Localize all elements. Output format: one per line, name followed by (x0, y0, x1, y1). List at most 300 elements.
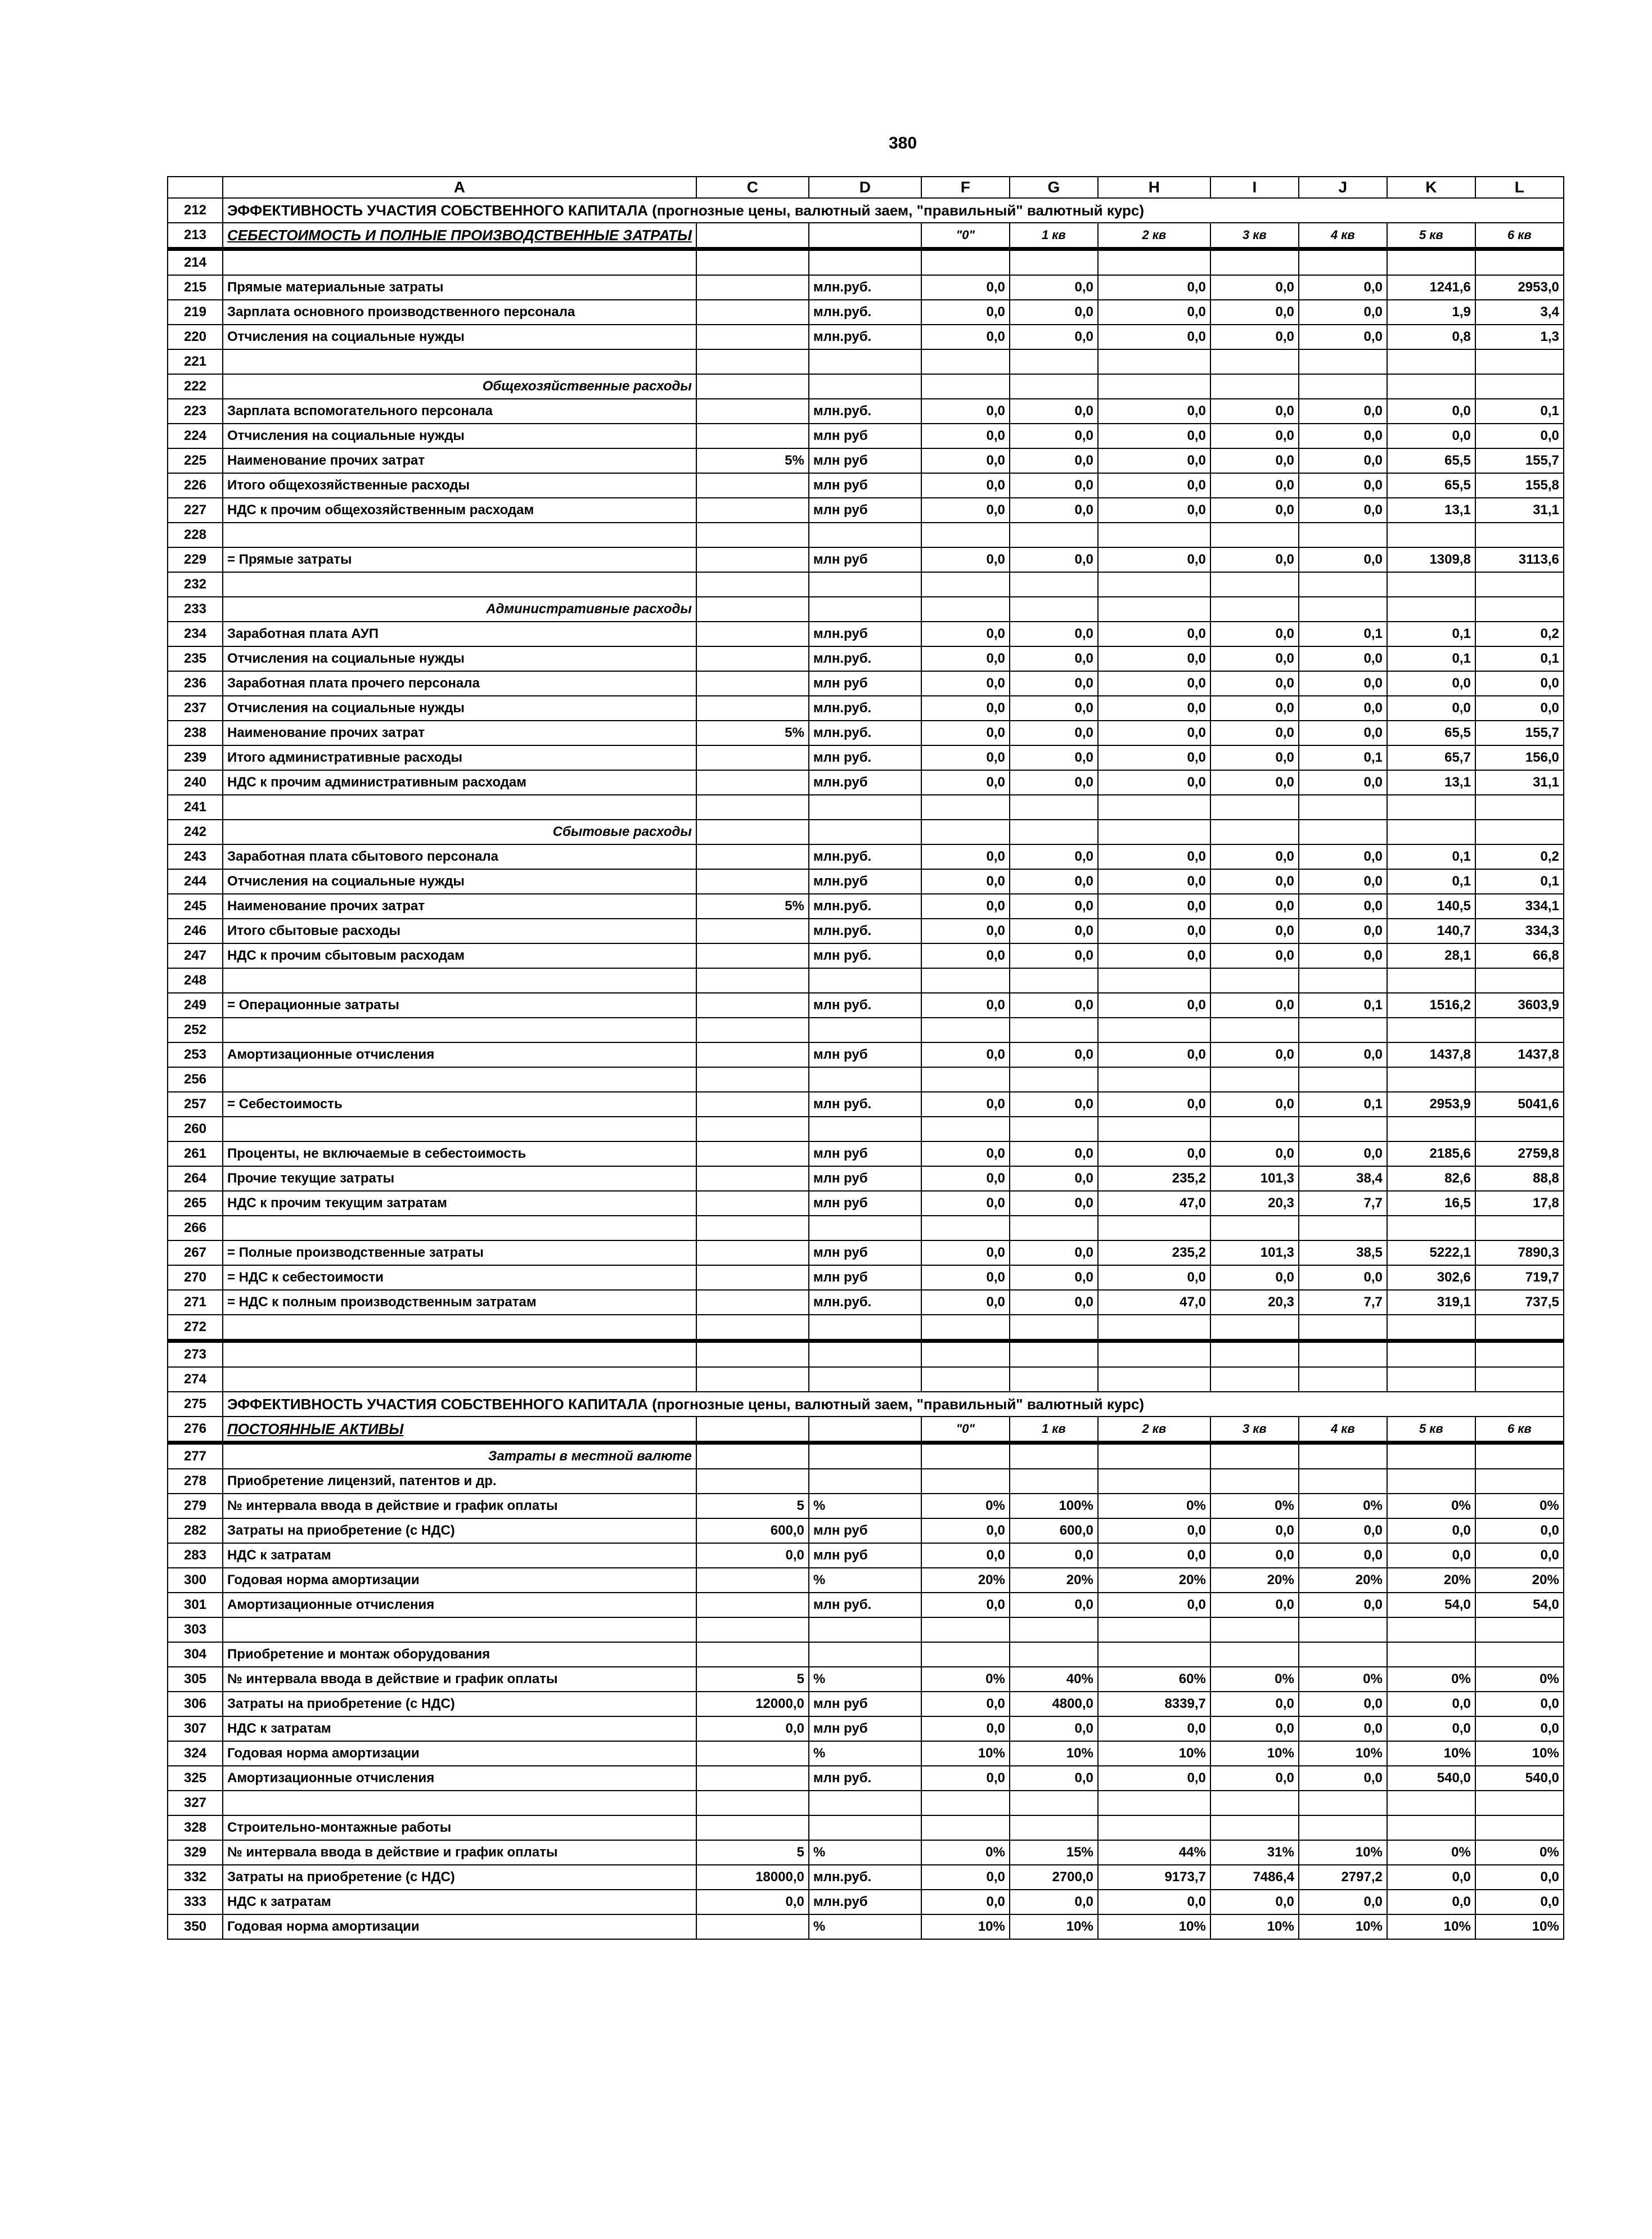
cell-f[interactable]: 0,0 (921, 894, 1010, 919)
empty-cell[interactable] (1299, 1443, 1387, 1469)
cell-l[interactable] (1475, 1815, 1564, 1840)
cell-f[interactable]: 0,0 (921, 943, 1010, 968)
row-label[interactable]: Зарплата вспомогательного персонала (223, 399, 696, 424)
empty-cell[interactable] (1010, 349, 1098, 374)
cell-k[interactable]: 10% (1387, 1914, 1475, 1939)
empty-cell[interactable] (1210, 1216, 1299, 1240)
row-label[interactable]: Зарплата основного производственного персонала (223, 300, 696, 325)
cell-i[interactable]: 0,0 (1210, 1716, 1299, 1741)
cell-g[interactable]: 0,0 (1010, 869, 1098, 894)
cell-f[interactable]: 0,0 (921, 473, 1010, 498)
empty-cell[interactable] (1299, 1067, 1387, 1092)
cell-h[interactable]: 0,0 (1098, 1766, 1210, 1791)
cell-parameter[interactable] (696, 993, 809, 1018)
cell-l[interactable]: 31,1 (1475, 770, 1564, 795)
cell-a[interactable] (223, 1617, 696, 1642)
cell-i[interactable]: 0,0 (1210, 498, 1299, 523)
empty-cell[interactable] (921, 1067, 1010, 1092)
empty-cell[interactable] (1098, 572, 1210, 597)
cell-f[interactable]: 20% (921, 1568, 1010, 1593)
cell-h[interactable]: 0,0 (1098, 919, 1210, 943)
row-label[interactable]: = НДС к полным производственным затратам (223, 1290, 696, 1315)
cell-g[interactable] (1010, 1815, 1098, 1840)
empty-cell[interactable] (1475, 1216, 1564, 1240)
cell-unit[interactable]: млн.руб. (809, 275, 921, 300)
row-label[interactable]: Заработная плата прочего персонала (223, 671, 696, 696)
empty-cell[interactable] (1299, 968, 1387, 993)
cell-l[interactable]: 0,0 (1475, 1518, 1564, 1543)
row-label[interactable]: = Прямые затраты (223, 547, 696, 572)
cell-g[interactable]: 0,0 (1010, 696, 1098, 721)
cell-unit[interactable]: % (809, 1667, 921, 1692)
empty-cell[interactable] (1098, 1443, 1210, 1469)
cell-j[interactable]: 0,0 (1299, 325, 1387, 349)
empty-cell[interactable] (1387, 572, 1475, 597)
row-label[interactable]: Затраты на приобретение (с НДС) (223, 1692, 696, 1716)
cell-h[interactable]: 0,0 (1098, 547, 1210, 572)
cell-a[interactable] (223, 1216, 696, 1240)
cell-f[interactable]: 0,0 (921, 1518, 1010, 1543)
empty-cell[interactable] (1210, 1018, 1299, 1042)
cell-a[interactable] (223, 1341, 696, 1368)
cell-h[interactable]: 0,0 (1098, 498, 1210, 523)
cell-l[interactable]: 0% (1475, 1494, 1564, 1518)
cell-unit[interactable]: млн.руб (809, 869, 921, 894)
cell-k[interactable]: 1437,8 (1387, 1042, 1475, 1067)
cell-f[interactable]: "0" (921, 1417, 1010, 1443)
cell-g[interactable]: 0,0 (1010, 473, 1098, 498)
cell-f[interactable]: 0,0 (921, 1240, 1010, 1265)
cell-i[interactable]: 0% (1210, 1494, 1299, 1518)
cell-h[interactable]: 0,0 (1098, 448, 1210, 473)
cell-parameter[interactable] (696, 1568, 809, 1593)
cell-j[interactable]: 0,0 (1299, 275, 1387, 300)
cell-j[interactable]: 0,0 (1299, 943, 1387, 968)
cell-j[interactable]: 0,0 (1299, 1593, 1387, 1617)
column-header-j[interactable]: J (1299, 177, 1387, 198)
cell-k[interactable]: 1,9 (1387, 300, 1475, 325)
empty-cell[interactable] (1387, 249, 1475, 276)
cell-j[interactable]: 0,1 (1299, 993, 1387, 1018)
cell-g[interactable]: 1 кв (1010, 223, 1098, 249)
empty-cell[interactable] (1098, 1341, 1210, 1368)
empty-cell[interactable] (1299, 820, 1387, 844)
empty-cell[interactable] (921, 795, 1010, 820)
cell-f[interactable]: 0,0 (921, 399, 1010, 424)
cell-parameter[interactable] (696, 325, 809, 349)
cell-k[interactable]: 0,8 (1387, 325, 1475, 349)
cell-h[interactable]: 0,0 (1098, 721, 1210, 745)
cell-h[interactable]: 0,0 (1098, 844, 1210, 869)
empty-cell[interactable] (1387, 795, 1475, 820)
cell-i[interactable]: 0,0 (1210, 696, 1299, 721)
cell-g[interactable]: 15% (1010, 1840, 1098, 1865)
cell-f[interactable]: 0,0 (921, 1716, 1010, 1741)
cell-f[interactable]: 0% (921, 1667, 1010, 1692)
cell-j[interactable]: 10% (1299, 1840, 1387, 1865)
cell-a[interactable] (223, 249, 696, 276)
cell-l[interactable]: 0,1 (1475, 399, 1564, 424)
cell-unit[interactable]: млн руб (809, 1240, 921, 1265)
cell-k[interactable]: 0,1 (1387, 646, 1475, 671)
cell-j[interactable]: 38,5 (1299, 1240, 1387, 1265)
cell-parameter[interactable] (696, 275, 809, 300)
empty-cell[interactable] (1098, 1367, 1210, 1392)
cell-l[interactable]: 0,0 (1475, 696, 1564, 721)
cell-g[interactable]: 0,0 (1010, 1191, 1098, 1216)
empty-cell[interactable] (1475, 349, 1564, 374)
cell-l[interactable]: 0,2 (1475, 622, 1564, 646)
empty-cell[interactable] (696, 1117, 809, 1141)
empty-cell[interactable] (1299, 249, 1387, 276)
empty-cell[interactable] (1010, 1617, 1098, 1642)
cell-k[interactable]: 16,5 (1387, 1191, 1475, 1216)
cell-f[interactable]: 0,0 (921, 547, 1010, 572)
cell-parameter[interactable] (696, 1092, 809, 1117)
section-title[interactable]: ЭФФЕКТИВНОСТЬ УЧАСТИЯ СОБСТВЕННОГО КАПИТАЛА (прогнозные цены, валютный заем, "правильный" валютный курс) (223, 198, 1564, 223)
cell-l[interactable]: 0% (1475, 1667, 1564, 1692)
empty-cell[interactable] (809, 1791, 921, 1815)
cell-j[interactable]: 0,0 (1299, 1518, 1387, 1543)
empty-cell[interactable] (696, 523, 809, 547)
cell-i[interactable]: 101,3 (1210, 1240, 1299, 1265)
empty-cell[interactable] (809, 795, 921, 820)
empty-cell[interactable] (1387, 1443, 1475, 1469)
cell-k[interactable]: 82,6 (1387, 1166, 1475, 1191)
cell-h[interactable]: 0,0 (1098, 993, 1210, 1018)
empty-cell[interactable] (1010, 1367, 1098, 1392)
cell-i[interactable]: 20,3 (1210, 1290, 1299, 1315)
cell-parameter[interactable] (696, 1815, 809, 1840)
cell-g[interactable]: 100% (1010, 1494, 1098, 1518)
empty-cell[interactable] (1210, 1067, 1299, 1092)
empty-cell[interactable] (696, 572, 809, 597)
cell-l[interactable]: 3603,9 (1475, 993, 1564, 1018)
cell-l[interactable]: 88,8 (1475, 1166, 1564, 1191)
cell-f[interactable]: 0% (921, 1494, 1010, 1518)
cell-i[interactable] (1210, 1815, 1299, 1840)
cell-f[interactable]: 0,0 (921, 869, 1010, 894)
cell-g[interactable]: 0,0 (1010, 894, 1098, 919)
cell-k[interactable]: 0,0 (1387, 1865, 1475, 1890)
cell-j[interactable]: 7,7 (1299, 1290, 1387, 1315)
cell-unit[interactable]: % (809, 1741, 921, 1766)
empty-cell[interactable] (1475, 1018, 1564, 1042)
row-label[interactable]: Строительно-монтажные работы (223, 1815, 696, 1840)
row-label[interactable]: Приобретение лицензий, патентов и др. (223, 1469, 696, 1494)
row-label[interactable]: Итого общехозяйственные расходы (223, 473, 696, 498)
cell-l[interactable]: 10% (1475, 1914, 1564, 1939)
cell-unit[interactable]: млн.руб. (809, 1865, 921, 1890)
cell-g[interactable]: 0,0 (1010, 399, 1098, 424)
empty-cell[interactable] (921, 1117, 1010, 1141)
cell-j[interactable]: 0,0 (1299, 300, 1387, 325)
row-label[interactable]: Наименование прочих затрат (223, 448, 696, 473)
empty-cell[interactable] (1010, 1791, 1098, 1815)
empty-cell[interactable] (921, 1791, 1010, 1815)
cell-i[interactable]: 0,0 (1210, 300, 1299, 325)
cell-h[interactable]: 0,0 (1098, 943, 1210, 968)
cell-g[interactable]: 0,0 (1010, 424, 1098, 448)
cell-g[interactable]: 0,0 (1010, 721, 1098, 745)
cell-a[interactable] (223, 1315, 696, 1341)
cell-i[interactable]: 0,0 (1210, 1890, 1299, 1914)
empty-cell[interactable] (1010, 795, 1098, 820)
cell-unit[interactable]: млн.руб. (809, 844, 921, 869)
row-label[interactable]: = НДС к себестоимости (223, 1265, 696, 1290)
empty-cell[interactable] (1210, 572, 1299, 597)
cell-l[interactable]: 1,3 (1475, 325, 1564, 349)
empty-cell[interactable] (1210, 349, 1299, 374)
cell-f[interactable]: 0,0 (921, 1290, 1010, 1315)
cell-i[interactable]: 0,0 (1210, 1593, 1299, 1617)
cell-parameter[interactable] (696, 1240, 809, 1265)
empty-cell[interactable] (696, 249, 809, 276)
cell-l[interactable]: 156,0 (1475, 745, 1564, 770)
cell-f[interactable]: 0,0 (921, 696, 1010, 721)
row-label[interactable]: Отчисления на социальные нужды (223, 696, 696, 721)
cell-unit[interactable] (809, 1815, 921, 1840)
cell-a[interactable] (223, 1117, 696, 1141)
cell-g[interactable]: 0,0 (1010, 1042, 1098, 1067)
cell-a[interactable] (223, 572, 696, 597)
cell-k[interactable] (1387, 1815, 1475, 1840)
cell-a[interactable] (223, 1791, 696, 1815)
cell-f[interactable]: 10% (921, 1741, 1010, 1766)
cell-parameter[interactable] (696, 223, 809, 249)
row-label[interactable]: Наименование прочих затрат (223, 721, 696, 745)
row-label[interactable]: № интервала ввода в действие и график оплаты (223, 1494, 696, 1518)
cell-i[interactable]: 0,0 (1210, 1543, 1299, 1568)
cell-unit[interactable]: % (809, 1568, 921, 1593)
cell-h[interactable]: 0,0 (1098, 646, 1210, 671)
cell-f[interactable]: 0,0 (921, 1166, 1010, 1191)
cell-unit[interactable]: млн.руб (809, 770, 921, 795)
cell-unit[interactable]: млн руб (809, 1543, 921, 1568)
cell-f[interactable]: 0% (921, 1840, 1010, 1865)
cell-l[interactable]: 0,0 (1475, 1543, 1564, 1568)
empty-cell[interactable] (1387, 1216, 1475, 1240)
row-label[interactable]: НДС к прочим текущим затратам (223, 1191, 696, 1216)
empty-cell[interactable] (1098, 374, 1210, 399)
cell-i[interactable]: 0,0 (1210, 1265, 1299, 1290)
cell-l[interactable]: 155,7 (1475, 448, 1564, 473)
cell-unit[interactable]: млн руб. (809, 1593, 921, 1617)
row-label[interactable]: Отчисления на социальные нужды (223, 869, 696, 894)
cell-h[interactable]: 8339,7 (1098, 1692, 1210, 1716)
cell-f[interactable]: 0,0 (921, 1141, 1010, 1166)
empty-cell[interactable] (921, 572, 1010, 597)
empty-cell[interactable] (1299, 1018, 1387, 1042)
cell-k[interactable]: 0,0 (1387, 1716, 1475, 1741)
cell-h[interactable] (1098, 1469, 1210, 1494)
cell-i[interactable]: 0,0 (1210, 399, 1299, 424)
empty-cell[interactable] (1475, 249, 1564, 276)
empty-cell[interactable] (1010, 597, 1098, 622)
empty-cell[interactable] (1299, 572, 1387, 597)
cell-j[interactable] (1299, 1642, 1387, 1667)
cell-l[interactable]: 31,1 (1475, 498, 1564, 523)
cell-unit[interactable]: млн.руб. (809, 1290, 921, 1315)
empty-cell[interactable] (1387, 523, 1475, 547)
empty-cell[interactable] (1475, 1067, 1564, 1092)
empty-cell[interactable] (1299, 795, 1387, 820)
empty-cell[interactable] (696, 795, 809, 820)
column-header-l[interactable]: L (1475, 177, 1564, 198)
cell-i[interactable]: 0,0 (1210, 1092, 1299, 1117)
empty-cell[interactable] (1299, 523, 1387, 547)
cell-f[interactable] (921, 1469, 1010, 1494)
cell-unit[interactable]: млн руб (809, 1042, 921, 1067)
empty-cell[interactable] (1210, 1315, 1299, 1341)
cell-h[interactable]: 20% (1098, 1568, 1210, 1593)
cell-j[interactable]: 20% (1299, 1568, 1387, 1593)
empty-cell[interactable] (696, 1216, 809, 1240)
empty-cell[interactable] (1475, 1443, 1564, 1469)
cell-parameter[interactable]: 5% (696, 448, 809, 473)
cell-parameter[interactable]: 12000,0 (696, 1692, 809, 1716)
cell-i[interactable]: 3 кв (1210, 1417, 1299, 1443)
cell-f[interactable]: 0,0 (921, 448, 1010, 473)
column-header-c[interactable]: C (696, 177, 809, 198)
cell-g[interactable]: 0,0 (1010, 943, 1098, 968)
empty-cell[interactable] (1299, 1791, 1387, 1815)
row-label[interactable]: Амортизационные отчисления (223, 1593, 696, 1617)
cell-l[interactable]: 540,0 (1475, 1766, 1564, 1791)
cell-h[interactable]: 10% (1098, 1741, 1210, 1766)
empty-cell[interactable] (1387, 1367, 1475, 1392)
cell-l[interactable]: 0,1 (1475, 869, 1564, 894)
cell-g[interactable]: 0,0 (1010, 745, 1098, 770)
row-label[interactable]: Отчисления на социальные нужды (223, 646, 696, 671)
cell-l[interactable]: 0,0 (1475, 1692, 1564, 1716)
cell-parameter[interactable] (696, 844, 809, 869)
empty-cell[interactable] (921, 523, 1010, 547)
row-label[interactable]: Итого административные расходы (223, 745, 696, 770)
empty-cell[interactable] (921, 1443, 1010, 1469)
cell-f[interactable]: 0,0 (921, 919, 1010, 943)
empty-cell[interactable] (1210, 374, 1299, 399)
cell-f[interactable]: 0,0 (921, 424, 1010, 448)
cell-parameter[interactable] (696, 745, 809, 770)
cell-parameter[interactable] (696, 696, 809, 721)
cell-j[interactable]: 0% (1299, 1667, 1387, 1692)
cell-unit[interactable]: млн руб. (809, 745, 921, 770)
empty-cell[interactable] (1475, 1341, 1564, 1368)
cell-l[interactable]: 719,7 (1475, 1265, 1564, 1290)
empty-cell[interactable] (696, 1791, 809, 1815)
cell-g[interactable]: 0,0 (1010, 1716, 1098, 1741)
empty-cell[interactable] (809, 572, 921, 597)
cell-i[interactable]: 0,0 (1210, 993, 1299, 1018)
cell-f[interactable]: 0,0 (921, 1766, 1010, 1791)
cell-k[interactable]: 13,1 (1387, 770, 1475, 795)
cell-j[interactable]: 0,0 (1299, 399, 1387, 424)
cell-i[interactable]: 0,0 (1210, 1042, 1299, 1067)
cell-l[interactable]: 2953,0 (1475, 275, 1564, 300)
empty-cell[interactable] (809, 820, 921, 844)
cell-unit[interactable]: млн.руб. (809, 399, 921, 424)
cell-j[interactable]: 0,0 (1299, 919, 1387, 943)
cell-h[interactable]: 0,0 (1098, 275, 1210, 300)
cell-f[interactable]: 0,0 (921, 1092, 1010, 1117)
cell-j[interactable]: 0,0 (1299, 770, 1387, 795)
cell-h[interactable]: 0,0 (1098, 745, 1210, 770)
cell-k[interactable]: 65,7 (1387, 745, 1475, 770)
cell-g[interactable]: 0,0 (1010, 646, 1098, 671)
empty-cell[interactable] (809, 249, 921, 276)
cell-k[interactable]: 1309,8 (1387, 547, 1475, 572)
empty-cell[interactable] (1387, 349, 1475, 374)
column-header-g[interactable]: G (1010, 177, 1098, 198)
cell-unit[interactable]: % (809, 1840, 921, 1865)
empty-cell[interactable] (1299, 1617, 1387, 1642)
cell-parameter[interactable]: 0,0 (696, 1716, 809, 1741)
cell-k[interactable]: 13,1 (1387, 498, 1475, 523)
cell-f[interactable]: 0,0 (921, 498, 1010, 523)
cell-parameter[interactable] (696, 1469, 809, 1494)
row-label[interactable]: Прямые материальные затраты (223, 275, 696, 300)
empty-cell[interactable] (1387, 1791, 1475, 1815)
empty-cell[interactable] (1098, 795, 1210, 820)
cell-i[interactable]: 0,0 (1210, 1692, 1299, 1716)
cell-unit[interactable]: млн.руб (809, 622, 921, 646)
empty-cell[interactable] (1387, 1117, 1475, 1141)
cell-f[interactable]: 0,0 (921, 1865, 1010, 1890)
cell-i[interactable]: 0,0 (1210, 770, 1299, 795)
row-label[interactable]: Заработная плата сбытового персонала (223, 844, 696, 869)
empty-cell[interactable] (1299, 1341, 1387, 1368)
cell-parameter[interactable] (696, 671, 809, 696)
cell-f[interactable]: 0,0 (921, 646, 1010, 671)
cell-g[interactable]: 0,0 (1010, 622, 1098, 646)
cell-h[interactable]: 0,0 (1098, 1092, 1210, 1117)
empty-cell[interactable] (921, 1315, 1010, 1341)
cell-k[interactable]: 2185,6 (1387, 1141, 1475, 1166)
cell-j[interactable]: 0,0 (1299, 721, 1387, 745)
cell-g[interactable]: 0,0 (1010, 275, 1098, 300)
empty-cell[interactable] (1475, 795, 1564, 820)
row-label[interactable]: НДС к прочим общехозяйственным расходам (223, 498, 696, 523)
cell-f[interactable]: 10% (921, 1914, 1010, 1939)
row-label[interactable]: = Полные производственные затраты (223, 1240, 696, 1265)
cell-g[interactable]: 0,0 (1010, 1593, 1098, 1617)
cell-parameter[interactable]: 18000,0 (696, 1865, 809, 1890)
row-label[interactable]: Годовая норма амортизации (223, 1914, 696, 1939)
cell-parameter[interactable] (696, 300, 809, 325)
cell-g[interactable]: 20% (1010, 1568, 1098, 1593)
column-header-f[interactable]: F (921, 177, 1010, 198)
empty-cell[interactable] (809, 1018, 921, 1042)
cell-j[interactable]: 0,1 (1299, 622, 1387, 646)
cell-g[interactable]: 0,0 (1010, 547, 1098, 572)
row-label[interactable]: Отчисления на социальные нужды (223, 325, 696, 349)
cell-g[interactable]: 0,0 (1010, 671, 1098, 696)
cell-parameter[interactable] (696, 1417, 809, 1443)
cell-f[interactable]: 0,0 (921, 721, 1010, 745)
cell-l[interactable]: 0,2 (1475, 844, 1564, 869)
column-header-d[interactable]: D (809, 177, 921, 198)
empty-cell[interactable] (809, 968, 921, 993)
cell-i[interactable]: 20% (1210, 1568, 1299, 1593)
cell-i[interactable]: 0% (1210, 1667, 1299, 1692)
cell-h[interactable]: 60% (1098, 1667, 1210, 1692)
cell-l[interactable]: 6 кв (1475, 1417, 1564, 1443)
empty-cell[interactable] (1010, 1018, 1098, 1042)
section-label[interactable]: Административные расходы (223, 597, 696, 622)
cell-l[interactable] (1475, 1469, 1564, 1494)
cell-unit[interactable]: млн.руб. (809, 696, 921, 721)
